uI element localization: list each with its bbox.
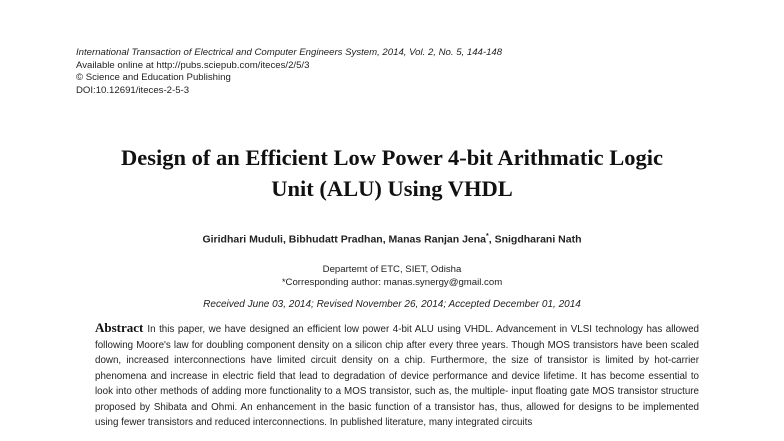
doi: DOI:10.12691/iteces-2-5-3 [76, 84, 190, 96]
authors-part-1: Giridhari Muduli, Bibhudatt Pradhan, Manas Ranjan Jena [202, 233, 487, 246]
affiliation [40, 263, 744, 289]
department: Departemt of ETC, SIET, Odisha [322, 264, 462, 275]
corresponding-mark: * [486, 233, 489, 240]
title-line-2: Unit (ALU) Using VHDL [271, 176, 513, 201]
corresponding-author: *Corresponding author: manas.synergy@gmail.com [281, 277, 503, 288]
author-list [40, 233, 744, 246]
abstract-text: In this paper, we have designed an efficient low power 4-bit ALU using VHDL. Advancement in VLSI technology has allowed following Moore's law for doubling component density on a silicon chip after every three years. Though MOS transistors have been scaled down, increased interconnections have limited circuit density on a chip. Furthermore, the size of transistor is limited by hot-carrier phenomena and increase in electric field that lead to degradation of device performance and device lifetime. It has become essential to look into other methods of adding more functionality to a MOS transistor, such as, the multiple- input floating gate MOS transistor structure proposed by Shibata and Ohmi. An enhancement in the basic function of a transistor has, thus, allowed for designs to be implemented using fewer transistors and reduced interconnections. In published literature, many integrated circuits [95, 324, 699, 428]
available-online: Available online at http://pubs.sciepub.com/iteces/2/5/3 [76, 59, 310, 71]
copyright: © Science and Education Publishing [76, 72, 231, 84]
abstract-label: Abstract [95, 320, 144, 335]
paper-title [40, 142, 744, 204]
title-line-1: Design of an Efficient Low Power 4-bit Arithmatic Logic [120, 145, 664, 170]
journal-citation: International Transaction of Electrical and Computer Engineers System, 2014, Vol. 2, No. 5, 144-148 [76, 47, 503, 58]
publication-dates: Received June 03, 2014; Revised November 26, 2014; Accepted December 01, 2014 [203, 299, 581, 310]
journal-header [76, 47, 502, 97]
abstract [95, 320, 699, 431]
authors-part-2: , Snigdharani Nath [488, 233, 582, 246]
